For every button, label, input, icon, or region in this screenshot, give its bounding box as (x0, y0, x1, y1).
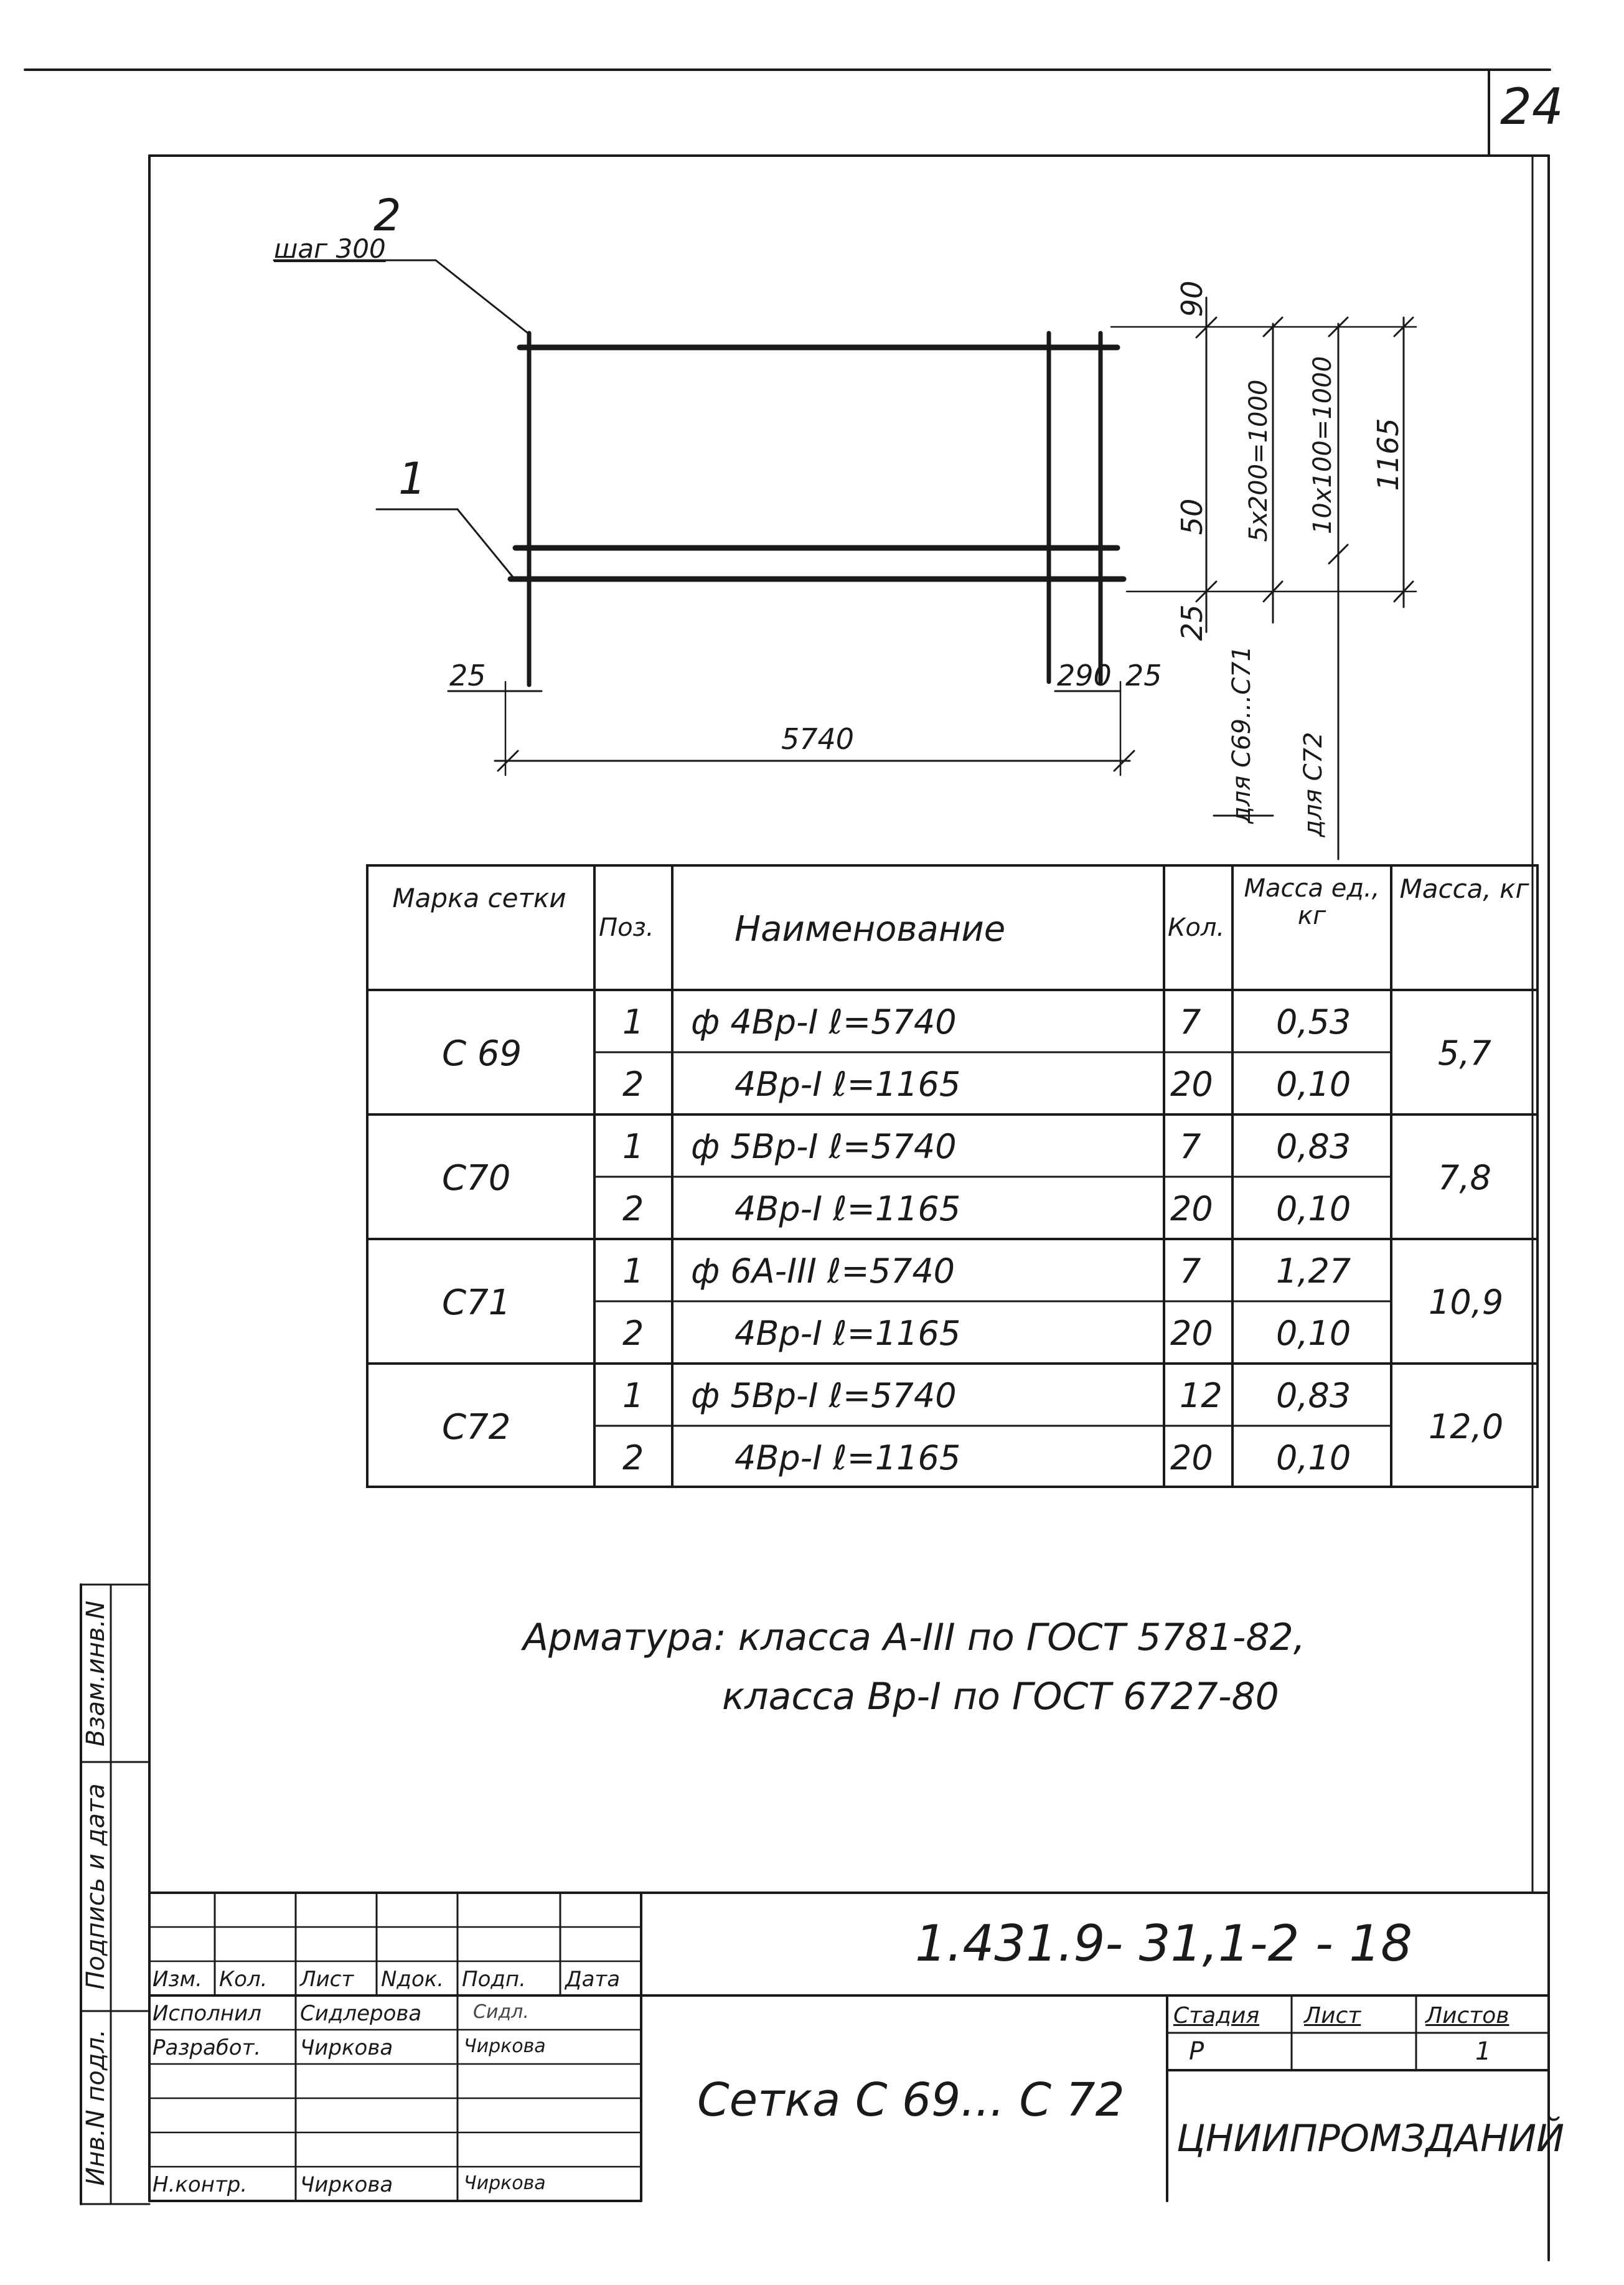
tb-role-2: Разработ. (153, 2035, 261, 2060)
dim-10x100: 10х100=1000 (1308, 356, 1337, 535)
th-name: Наименование (735, 909, 1006, 949)
name-c70-2: 4Вр-I ℓ=1165 (735, 1189, 961, 1228)
unit-c72-2: 0,10 (1276, 1438, 1351, 1477)
dim-90: 90 (1175, 280, 1209, 318)
unit-c71-1: 1,27 (1276, 1251, 1351, 1291)
tb-sign-5: Чиркова (464, 2172, 546, 2194)
sheet-header: Лист (1304, 2003, 1361, 2028)
pos-c71-2: 2 (622, 1314, 644, 1353)
side-stamp-podpis-data: Подпись и дата (82, 1783, 110, 1990)
name-c72-2: 4Вр-I ℓ=1165 (735, 1438, 961, 1477)
pos-c70-1: 1 (622, 1127, 644, 1166)
tb-hdr-list: Лист (300, 1967, 354, 1992)
th-mark: Марка сетки (392, 883, 566, 913)
name-c70-1: ф 5Вр-I ℓ=5740 (691, 1127, 957, 1166)
name-c69-1: ф 4Вр-I ℓ=5740 (691, 1002, 957, 1042)
pos-c69-1: 1 (622, 1002, 644, 1042)
tb-name-1: Сидлерова (300, 2001, 422, 2026)
unit-c70-2: 0,10 (1276, 1189, 1351, 1228)
th-unit-mass: Масса ед., кг (1244, 874, 1380, 930)
qty-c72-1: 12 (1180, 1376, 1223, 1415)
qty-c72-2: 20 (1170, 1438, 1213, 1477)
sheets-header: Листов (1425, 2003, 1509, 2028)
leader-top-text: шаг 300 (274, 233, 386, 264)
mass-c69: 5,7 (1438, 1034, 1491, 1073)
qty-c71-2: 20 (1170, 1314, 1213, 1353)
th-pos: Поз. (599, 913, 654, 942)
dim-25-right: 25 (1175, 604, 1209, 641)
qty-c69-1: 7 (1180, 1002, 1201, 1042)
qty-c70-2: 20 (1170, 1189, 1213, 1228)
stage-value: Р (1189, 2037, 1204, 2066)
side-stamp-vzam-inv: Взам.инв.N (82, 1600, 110, 1747)
dim-5740: 5740 (781, 722, 855, 756)
tb-sign-1: Сидл. (473, 2001, 529, 2023)
mass-c70: 7,8 (1438, 1158, 1491, 1197)
tb-hdr-ndok: Nдок. (381, 1967, 444, 1992)
tb-hdr-kol: Кол. (219, 1967, 268, 1992)
dim-25-left: 25 (449, 659, 486, 692)
mark-c69: С 69 (442, 1034, 522, 1074)
unit-c69-1: 0,53 (1276, 1002, 1351, 1042)
note-c69-c71: для С69...С71 (1227, 646, 1256, 824)
leader-top-line (436, 260, 528, 333)
th-mass: Масса, кг (1399, 874, 1529, 904)
tb-role-5: Н.контр. (153, 2172, 248, 2197)
note-c72: для С72 (1299, 732, 1328, 837)
organization: ЦНИИПРОМЗДАНИЙ (1176, 2117, 1565, 2160)
tb-name-2: Чиркова (300, 2035, 393, 2060)
dim-290: 290 (1057, 659, 1112, 692)
name-c71-1: ф 6А-III ℓ=5740 (691, 1251, 955, 1291)
dim-1165: 1165 (1371, 418, 1405, 491)
pos-c72-2: 2 (622, 1438, 644, 1477)
tb-hdr-izm: Изм. (153, 1967, 202, 1992)
th-qty: Кол. (1168, 913, 1225, 942)
name-c69-2: 4Вр-I ℓ=1165 (735, 1065, 961, 1104)
note-line-1: Арматура: класса А-III по ГОСТ 5781-82, (523, 1616, 1305, 1659)
unit-c72-1: 0,83 (1276, 1376, 1351, 1415)
tb-sign-2: Чиркова (464, 2035, 546, 2057)
tb-hdr-data: Дата (565, 1967, 621, 1992)
name-c71-2: 4Вр-I ℓ=1165 (735, 1314, 961, 1353)
mass-c71: 10,9 (1429, 1283, 1504, 1322)
name-c72-1: ф 5Вр-I ℓ=5740 (691, 1376, 957, 1415)
dim-25-bottom: 25 (1125, 659, 1162, 692)
sheet-title: Сетка С 69... С 72 (697, 2073, 1125, 2127)
tb-hdr-podp: Подп. (462, 1967, 526, 1992)
leader-bottom-line (458, 509, 514, 578)
mass-c72: 12,0 (1429, 1407, 1504, 1446)
note-line-2: класса Вр-I по ГОСТ 6727-80 (722, 1675, 1279, 1718)
pos-c70-2: 2 (622, 1189, 644, 1228)
pos-c69-2: 2 (622, 1065, 644, 1104)
designation: 1.431.9- 31,1-2 - 18 (915, 1915, 1413, 1972)
sheets-value: 1 (1475, 2037, 1491, 2066)
page-number: 24 (1500, 78, 1564, 136)
mark-c72: С72 (442, 1407, 511, 1448)
unit-c69-2: 0,10 (1276, 1065, 1351, 1104)
unit-c71-2: 0,10 (1276, 1314, 1351, 1353)
leader-top-number: 2 (373, 190, 401, 241)
pos-c71-1: 1 (622, 1251, 644, 1291)
leader-bottom-number: 1 (398, 453, 426, 504)
qty-c71-1: 7 (1180, 1251, 1201, 1291)
stage-header: Стадия (1173, 2003, 1260, 2028)
unit-c70-1: 0,83 (1276, 1127, 1351, 1166)
pos-c72-1: 1 (622, 1376, 644, 1415)
qty-c70-1: 7 (1180, 1127, 1201, 1166)
qty-c69-2: 20 (1170, 1065, 1213, 1104)
dim-5x200: 5х200=1000 (1244, 379, 1273, 542)
mark-c71: С71 (442, 1283, 511, 1323)
mark-c70: С70 (442, 1158, 511, 1199)
tb-role-1: Исполнил (153, 2001, 261, 2026)
tb-name-5: Чиркова (300, 2172, 393, 2197)
dim-50: 50 (1175, 498, 1209, 535)
side-stamp-inv-podl: Инв.N подл. (82, 2029, 110, 2186)
